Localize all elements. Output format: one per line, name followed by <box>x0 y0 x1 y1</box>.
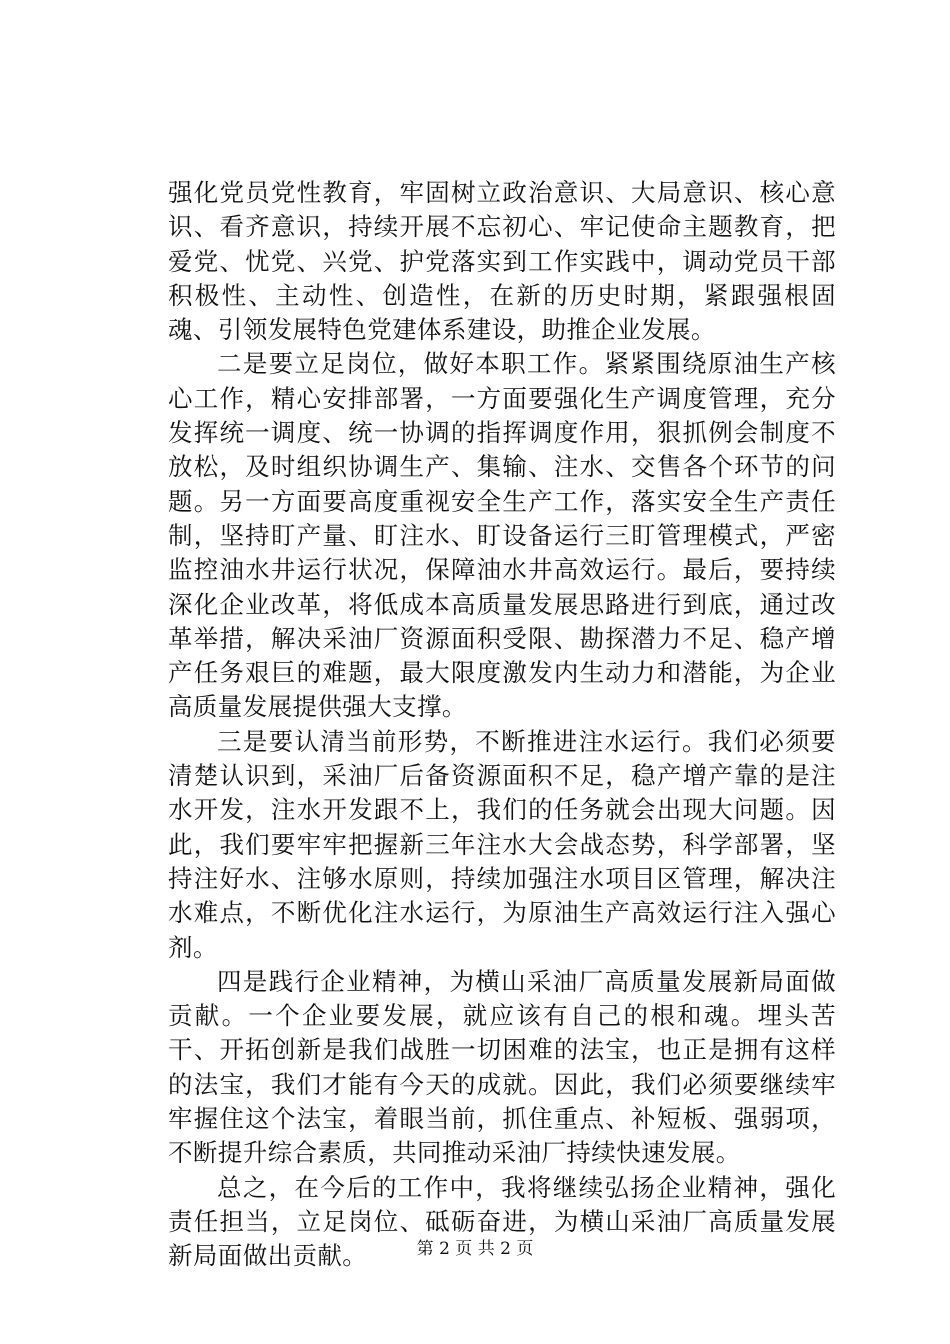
paragraph-2: 二是要立足岗位，做好本职工作。紧紧围绕原油生产核心工作，精心安排部署，一方面要强化生产调度管理，充分发挥统一调度、统一协调的指挥调度作用，狠抓例会制度不放松，及时组织协调生产、集输、注水、交售各个环节的问题。另一方面要高度重视安全生产工作，落实安全生产责任制，坚持盯产量、盯注水、盯设备运行三盯管理模式，严密监控油水井运行状况，保障油水井高效运行。最后，要持续深化企业改革，将低成本高质量发展思路进行到底，通过改革举措，解决采油厂资源面积受限、勘探潜力不足、稳产增产任务艰巨的难题，最大限度激发内生动力和潜能，为企业高质量发展提供强大支撑。 <box>168 349 836 722</box>
document-body <box>168 176 836 1274</box>
paragraph-4: 四是践行企业精神，为横山采油厂高质量发展新局面做贡献。一个企业要发展，就应该有自己的根和魂。埋头苦干、开拓创新是我们战胜一切困难的法宝，也正是拥有这样的法宝，我们才能有今天的成就。因此，我们必须要继续牢牢握住这个法宝，着眼当前，抓住重点、补短板、强弱项，不断提升综合素质，共同推动采油厂持续快速发展。 <box>168 966 836 1168</box>
paragraph-1: 强化党员党性教育，牢固树立政治意识、大局意识、核心意识、看齐意识，持续开展不忘初心、牢记使命主题教育，把爱党、忧党、兴党、护党落实到工作实践中，调动党员干部积极性、主动性、创造性，在新的历史时期，紧跟强根固魂、引领发展特色党建体系建设，助推企业发展。 <box>168 178 836 345</box>
paragraph-3: 三是要认清当前形势，不断推进注水运行。我们必须要清楚认识到，采油厂后备资源面积不足，稳产增产靠的是注水开发，注水开发跟不上，我们的任务就会出现大问题。因此，我们要牢牢把握新三年注水大会战态势，科学部署，坚持注好水、注够水原则，持续加强注水项目区管理，解决注水难点，不断优化注水运行，为原油生产高效运行注入强心剂。 <box>168 726 836 962</box>
paragraph-5: 总之，在今后的工作中，我将继续弘扬企业精神，强化责任担当，立足岗位、砥砺奋进，为横山采油厂高质量发展新局面做出贡献。 <box>168 1172 836 1271</box>
page-footer: 第 2 页 共 2 页 <box>416 1239 534 1259</box>
